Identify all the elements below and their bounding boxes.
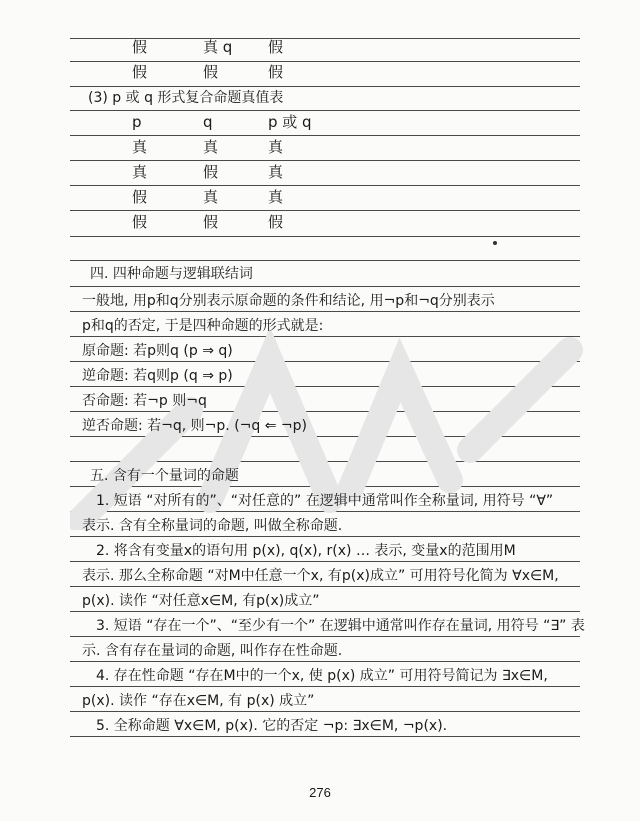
section5-title: 五. 含有一个量词的命题 (90, 468, 239, 484)
section4-intro: 一般地, 用p和q分别表示原命题的条件和结论, 用¬p和¬q分别表示 (82, 293, 495, 309)
section5-paragraph: 5. 全称命题 ∀x∈M, p(x). 它的否定 ¬p: ∃x∈M, ¬p(x). (96, 718, 448, 734)
section5-paragraph: 表示. 那么全称命题 “对M中任意一个x, 有p(x)成立” 可用符号化简为 ∀x∈M, (82, 568, 559, 584)
table-or-cell: 真 (268, 188, 284, 206)
table-top-cell: 假 (132, 63, 148, 81)
section5-paragraph: 1. 短语 “对所有的”、“对任意的” 在逻辑中通常叫作全称量词, 用符号 “∀” (96, 493, 554, 509)
ruled-line (70, 61, 580, 62)
table-or-header: p 或 q (268, 113, 312, 131)
section5-paragraph: 4. 存在性命题 “存在M中的一个x, 使 p(x) 成立” 可用符号简记为 ∃x∈M, (96, 668, 548, 684)
table-or-cell: 真 (132, 163, 148, 181)
section5-paragraph: p(x). 读作 “对任意x∈M, 有p(x)成立” (82, 593, 320, 609)
ruled-line (70, 160, 580, 161)
ruled-line (70, 210, 580, 211)
table-top-cell: 假 (203, 63, 219, 81)
ruled-line (70, 86, 580, 87)
ruled-line (70, 361, 580, 362)
ruled-line (70, 185, 580, 186)
table-or-cell: 真 (132, 138, 148, 156)
ruled-line (70, 260, 580, 261)
ruled-line (70, 135, 580, 136)
ruled-line (70, 386, 580, 387)
table-or-header: q (203, 113, 213, 131)
ruled-line (70, 486, 580, 487)
table-or-cell: 假 (132, 188, 148, 206)
section5-paragraph: 2. 将含有变量x的语句用 p(x), q(x), r(x) … 表示, 变量x的范围用M (96, 543, 516, 559)
ruled-line (70, 636, 580, 637)
ruled-line (70, 686, 580, 687)
table-or-cell: 假 (132, 213, 148, 231)
ruled-line (70, 611, 580, 612)
contrapositive-proposition: 逆否命题: 若¬q, 则¬p. (¬q ⇐ ¬p) (82, 418, 307, 434)
ink-dot (493, 241, 497, 245)
ruled-line (70, 586, 580, 587)
section5-paragraph: 表示. 含有全称量词的命题, 叫做全称命题. (82, 518, 343, 534)
ruled-line (70, 561, 580, 562)
ruled-line (70, 436, 580, 437)
section5-paragraph: p(x). 读作 “存在x∈M, 有 p(x) 成立” (82, 693, 315, 709)
ruled-line (70, 236, 580, 237)
ruled-line (70, 461, 580, 462)
ruled-line (70, 110, 580, 111)
ruled-line (70, 311, 580, 312)
ruled-line (70, 286, 580, 287)
section3-title: (3) p 或 q 形式复合命题真值表 (88, 90, 284, 106)
section4-title: 四. 四种命题与逻辑联结词 (90, 266, 253, 282)
ruled-line (70, 711, 580, 712)
section5-paragraph: 示. 含有存在量词的命题, 叫作存在性命题. (82, 643, 343, 659)
table-top-cell: 真 q (203, 38, 233, 56)
converse-proposition: 逆命题: 若q则p (q ⇒ p) (82, 368, 233, 384)
table-or-header: p (132, 113, 142, 131)
section5-paragraph: 3. 短语 “存在一个”、“至少有一个” 在逻辑中通常叫作存在量词, 用符号 “∃” 表 (96, 618, 585, 634)
table-or-cell: 假 (203, 163, 219, 181)
table-or-cell: 真 (268, 138, 284, 156)
ruled-line (70, 661, 580, 662)
table-or-cell: 真 (203, 138, 219, 156)
ruled-line (70, 411, 580, 412)
original-proposition: 原命题: 若p则q (p ⇒ q) (82, 343, 233, 359)
table-top-cell: 假 (132, 38, 148, 56)
table-top-cell: 假 (268, 38, 284, 56)
ruled-line (70, 736, 580, 737)
page-number: 276 (309, 785, 331, 800)
ruled-line (70, 336, 580, 337)
table-or-cell: 假 (203, 213, 219, 231)
ruled-line (70, 536, 580, 537)
table-or-cell: 真 (268, 163, 284, 181)
section4-intro: p和q的否定, 于是四种命题的形式就是: (82, 318, 324, 334)
table-top-cell: 假 (268, 63, 284, 81)
ruled-line (70, 511, 580, 512)
table-or-cell: 假 (268, 213, 284, 231)
table-or-cell: 真 (203, 188, 219, 206)
inverse-proposition: 否命题: 若¬p 则¬q (82, 393, 207, 409)
